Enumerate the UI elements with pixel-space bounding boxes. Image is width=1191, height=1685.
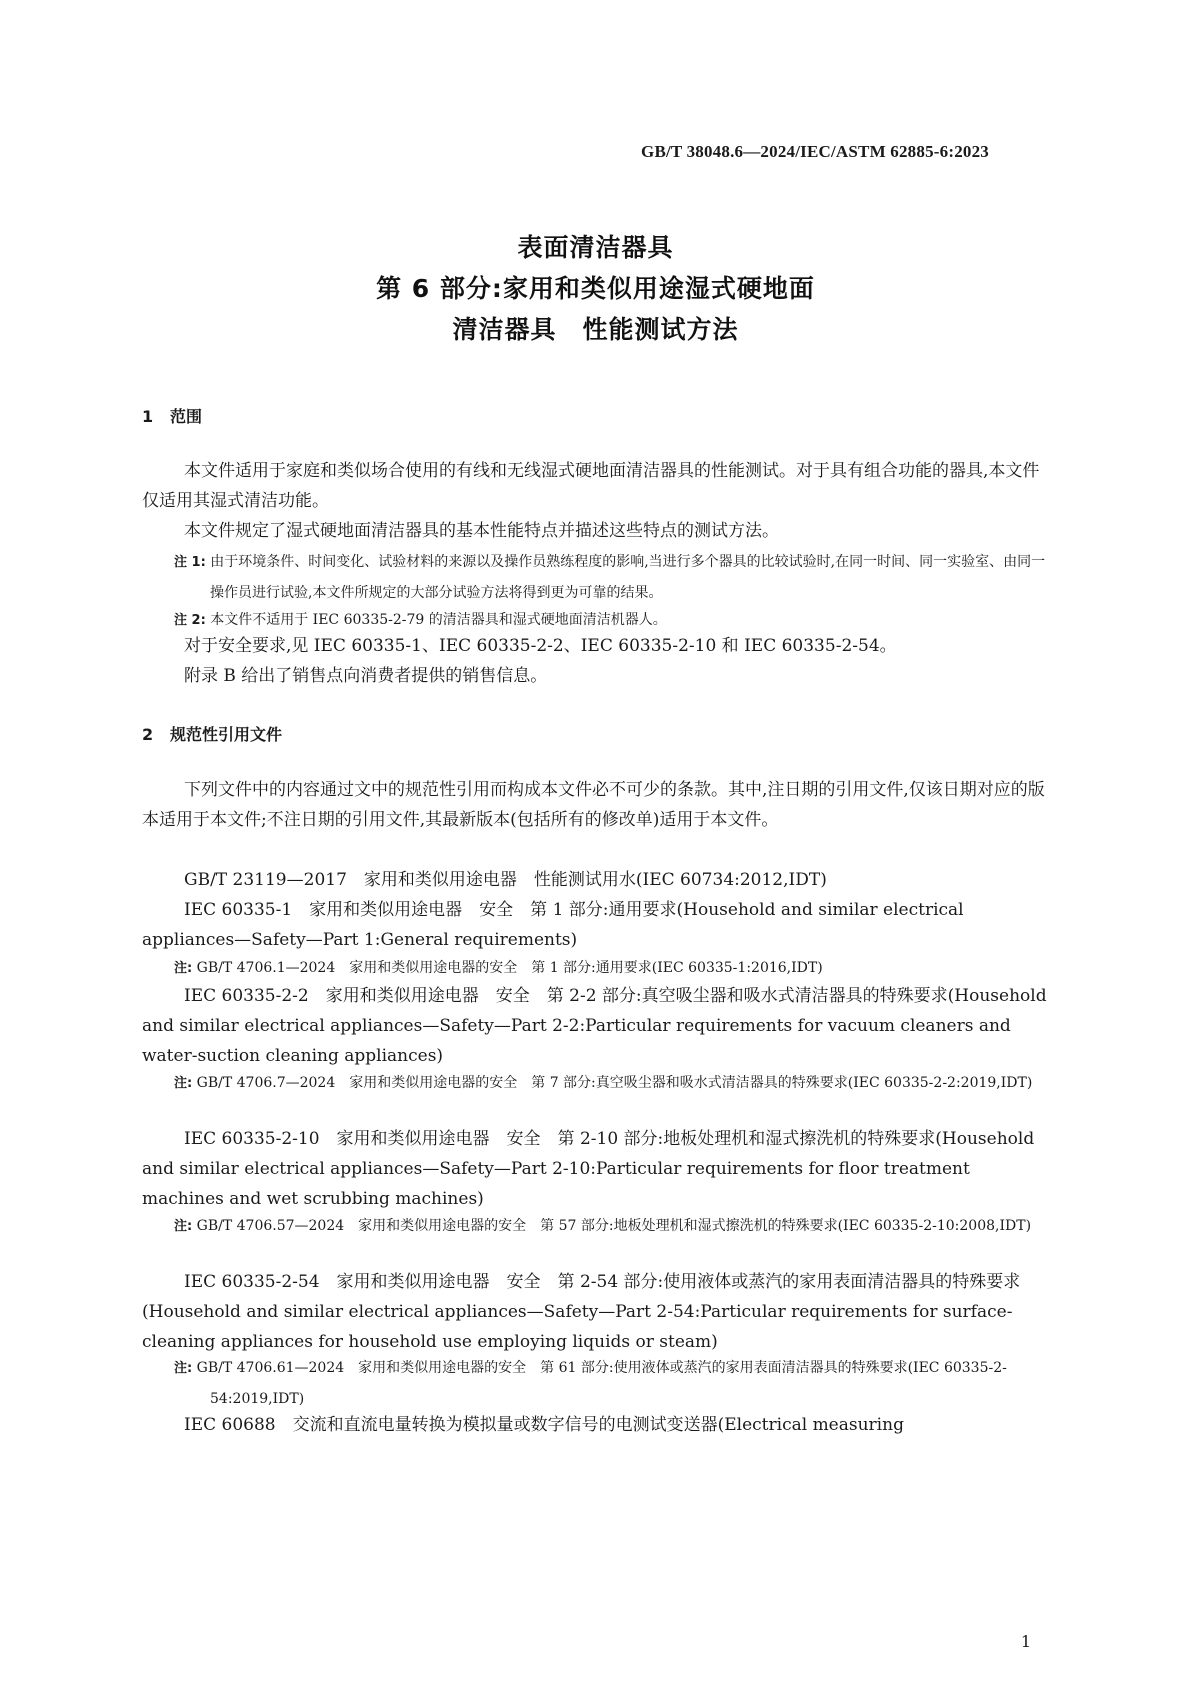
- title-line-1: 表面清洁器具: [517, 233, 674, 262]
- section-title: 规范性引用文件: [170, 725, 283, 744]
- scope-paragraph-1: 本文件适用于家庭和类似场合使用的有线和无线湿式硬地面清洁器具的性能测试。对于具有组合功能的器具,本文件仅适用其湿式清洁功能。: [142, 461, 1040, 511]
- scope-paragraph-2: 本文件规定了湿式硬地面清洁器具的基本性能特点并描述这些特点的测试方法。: [184, 521, 779, 541]
- reference-iec-60688: IEC 60688 交流和直流电量转换为模拟量或数字信号的电测试变送器(Electrical measuring: [184, 1415, 904, 1435]
- reference-iec-60335-1: IEC 60335-1 家用和类似用途电器 安全 第 1 部分:通用要求(Household and similar electrical appliances—Safety—Part 1:General requirements): [142, 900, 964, 950]
- reference-note: [142, 1068, 1049, 1099]
- note-text: GB/T 4706.7—2024 家用和类似用途电器的安全 第 7 部分:真空吸尘器和吸水式清洁器具的特殊要求(IEC 60335-2-2:2019,IDT): [196, 1075, 1033, 1091]
- page-number: 1: [1020, 1632, 1031, 1651]
- note-text: 由于环境条件、时间变化、试验材料的来源以及操作员熟练程度的影响,当进行多个器具的比较试验时,在同一时间、同一实验室、由同一操作员进行试验,本文件所规定的大部分试验方法将得到更为可靠的结果。: [210, 554, 1046, 601]
- reference-iec-60335-2-54: IEC 60335-2-54 家用和类似用途电器 安全 第 2-54 部分:使用液体或蒸汽的家用表面清洁器具的特殊要求(Household and similar electrical appliances—Safety—Part 2-54:Particular requirements for surface-cleaning appliances for household use employing liquids or steam): [142, 1272, 1021, 1352]
- reference-note: [142, 1353, 1049, 1414]
- note-text: GB/T 4706.57—2024 家用和类似用途电器的安全 第 57 部分:地板处理机和湿式擦洗机的特殊要求(IEC 60335-2-10:2008,IDT): [196, 1218, 1032, 1234]
- references-intro: 下列文件中的内容通过文中的规范性引用而构成本文件必不可少的条款。其中,注日期的引用文件,仅该日期对应的版本适用于本文件;不注日期的引用文件,其最新版本(包括所有的修改单)适用于本文件。: [142, 780, 1045, 830]
- scope-paragraph-4: 附录 B 给出了销售点向消费者提供的销售信息。: [184, 666, 548, 686]
- title-line-3: 清洁器具 性能测试方法: [452, 315, 739, 344]
- note-label: 注:: [174, 961, 193, 976]
- section-1-heading: [142, 404, 202, 427]
- title-line-2: 第 6 部分:家用和类似用途湿式硬地面: [376, 274, 815, 303]
- note-text: GB/T 4706.61—2024 家用和类似用途电器的安全 第 61 部分:使用液体或蒸汽的家用表面清洁器具的特殊要求(IEC 60335-2-54:2019,IDT): [196, 1360, 1007, 1407]
- reference-gbt-23119: GB/T 23119—2017 家用和类似用途电器 性能测试用水(IEC 60734:2012,IDT): [184, 870, 827, 890]
- reference-iec-60335-2-10: IEC 60335-2-10 家用和类似用途电器 安全 第 2-10 部分:地板处理机和湿式擦洗机的特殊要求(Household and similar electrical appliances—Safety—Part 2-10:Particular requirements for floor treatment machines and wet scrubbing machines): [142, 1129, 1035, 1209]
- reference-iec-60335-2-2: IEC 60335-2-2 家用和类似用途电器 安全 第 2-2 部分:真空吸尘器和吸水式清洁器具的特殊要求(Household and similar electrical appliances—Safety—Part 2-2:Particular requirements for vacuum cleaners and water-suction cleaning appliances): [142, 986, 1047, 1066]
- note-label: 注:: [174, 1219, 193, 1234]
- note-label: 注 1:: [174, 555, 206, 570]
- section-number: 2: [142, 725, 154, 744]
- reference-note: [142, 953, 1049, 984]
- note-label: 注:: [174, 1361, 193, 1376]
- scope-paragraph-3: 对于安全要求,见 IEC 60335-1、IEC 60335-2-2、IEC 60335-2-10 和 IEC 60335-2-54。: [184, 636, 897, 656]
- document-code-header: GB/T 38048.6—2024/IEC/ASTM 62885-6:2023: [641, 142, 989, 161]
- section-2-heading: [142, 722, 282, 745]
- note-text: 本文件不适用于 IEC 60335-2-79 的清洁器具和湿式硬地面清洁机器人。: [210, 612, 667, 628]
- note-1: [142, 547, 1049, 608]
- section-number: 1: [142, 407, 154, 426]
- section-title: 范围: [170, 407, 203, 426]
- note-label: 注 2:: [174, 613, 206, 628]
- note-label: 注:: [174, 1076, 193, 1091]
- reference-note: [142, 1211, 1049, 1242]
- note-text: GB/T 4706.1—2024 家用和类似用途电器的安全 第 1 部分:通用要求(IEC 60335-1:2016,IDT): [196, 960, 823, 976]
